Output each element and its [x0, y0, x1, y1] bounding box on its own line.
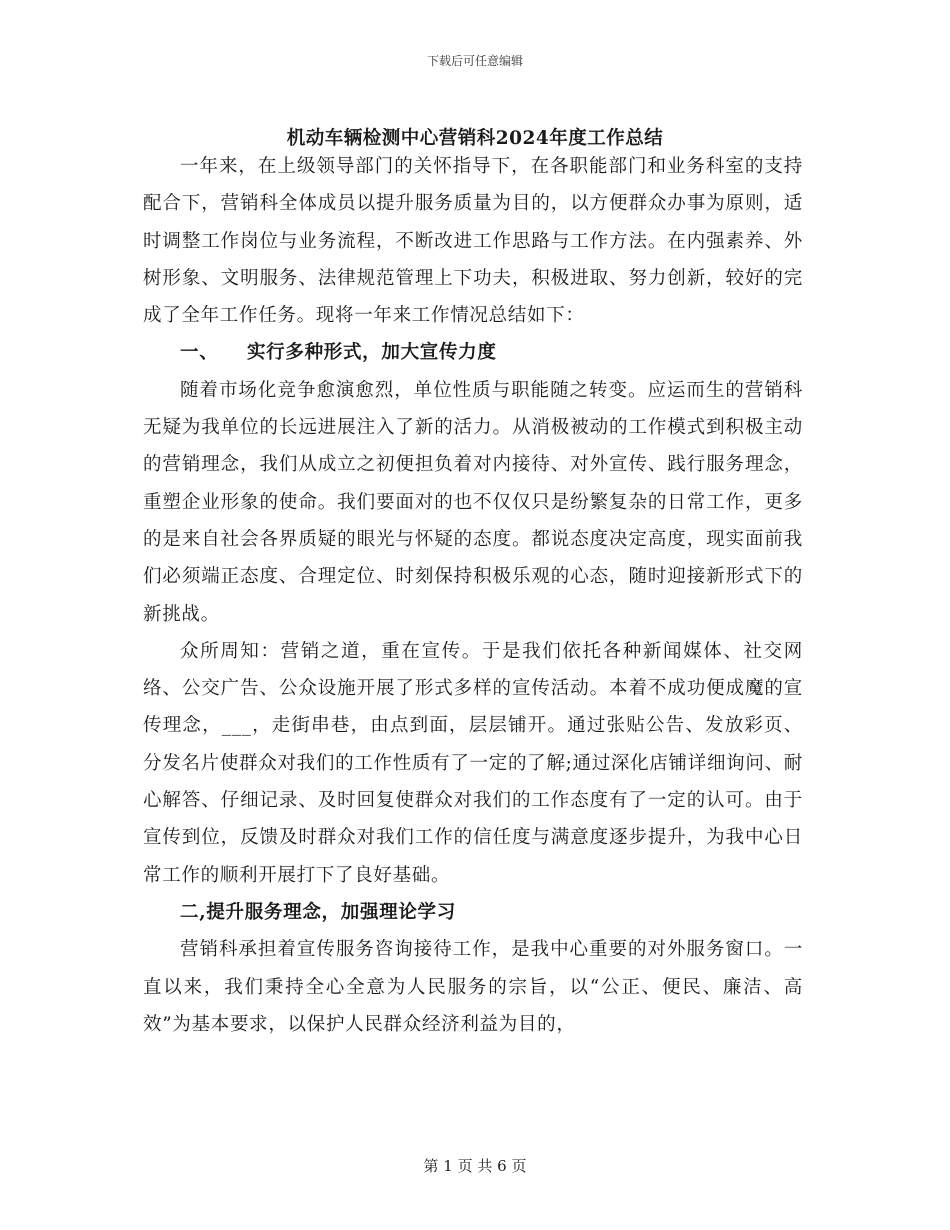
- document-body: [143, 148, 803, 1043]
- intro-paragraph: 一年来，在上级领导部门的关怀指导下，在各职能部门和业务科室的支持配合下，营销科全体成员以提升服务质量为目的，以方便群众办事为原则，适时调整工作岗位与业务流程，不断改进工作思路与工作方法。在内强素养、外树形象、文明服务、法律规范管理上下功夫，积极进取、努力创新，较好的完成了全年工作任务。现将一年来工作情况总结如下：: [143, 156, 803, 327]
- section-1-paragraph-2: 众所周知：营销之道，重在宣传。于是我们依托各种新闻媒体、社交网络、公交广告、公众设施开展了形式多样的宣传活动。本着不成功便成魔的宣传理念，___，走街串巷，由点到面，层层铺开。通过张贴公告、发放彩页、分发名片使群众对我们的工作性质有了一定的了解;通过深化店铺详细询问、耐心解答、仔细记录、及时回复使群众对我们的工作态度有了一定的认可。由于宣传到位，反馈及时群众对我们工作的信任度与满意度逐步提升，为我中心日常工作的顺利开展打下了良好基础。: [143, 640, 803, 886]
- section-2-heading: 二,提升服务理念，加强理论学习: [180, 901, 456, 923]
- page-header-note: 下载后可任意编辑: [426, 54, 523, 68]
- section-1-paragraph-1: 随着市场化竞争愈演愈烈，单位性质与职能随之转变。应运而生的营销科无疑为我单位的长远进展注入了新的活力。从消极被动的工作模式到积极主动的营销理念，我们从成立之初便担负着对内接待、对外宣传、践行服务理念，重塑企业形象的使命。我们要面对的也不仅仅只是纷繁复杂的日常工作，更多的是来自社会各界质疑的眼光与怀疑的态度。都说态度决定高度，现实面前我们必须端正态度、合理定位、时刻保持积极乐观的心态，随时迎接新形式下的新挑战。: [143, 379, 803, 625]
- page-number-indicator: 第 1 页 共 6 页: [423, 1157, 527, 1175]
- section-1-heading: 一、 实行多种形式，加大宣传力度: [180, 342, 497, 364]
- section-2-paragraph-1: 营销科承担着宣传服务咨询接待工作，是我中心重要的对外服务窗口。一直以来，我们秉持全心全意为人民服务的宗旨，以“公正、便民、廉洁、高效”为基本要求，以保护人民群众经济利益为目的，: [143, 939, 803, 1035]
- document-title: 机动车辆检测中心营销科2024年度工作总结: [286, 128, 664, 150]
